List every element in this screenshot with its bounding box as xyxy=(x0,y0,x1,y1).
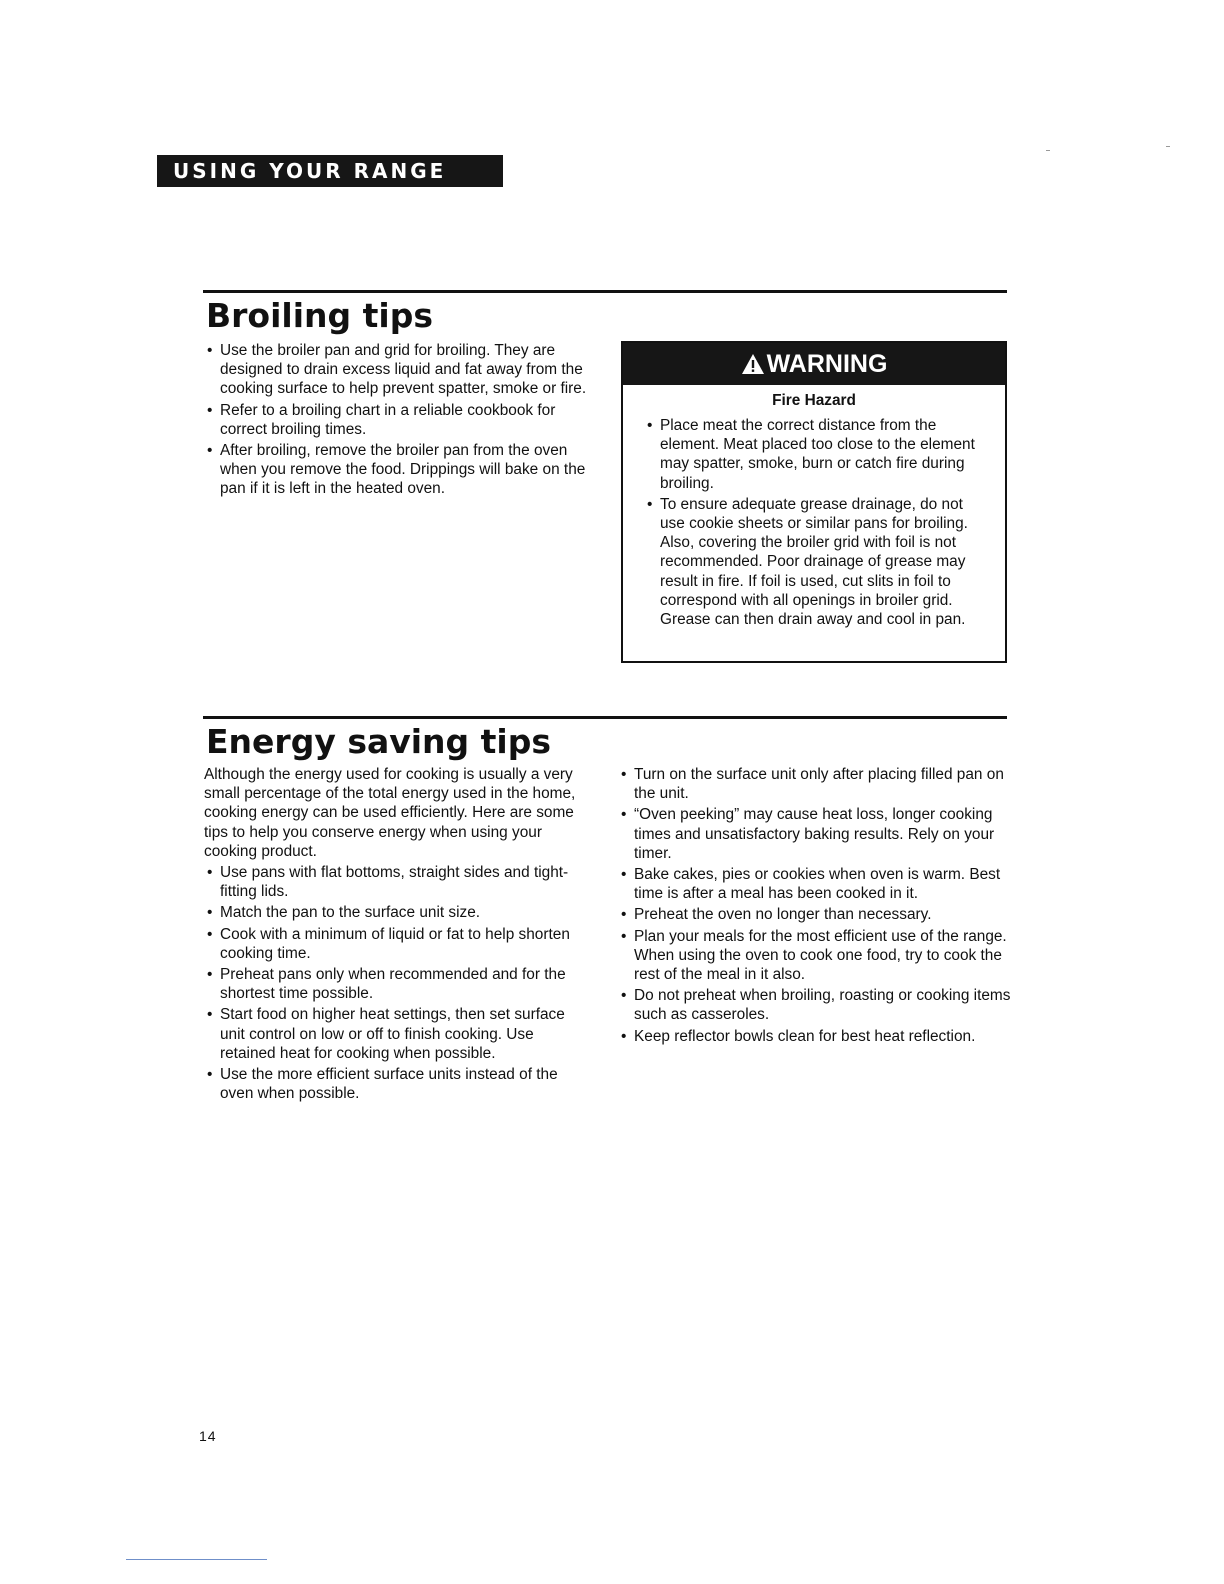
fire-hazard-subtitle: Fire Hazard xyxy=(772,392,856,409)
list-item: • Plan your meals for the most efficient use of the range. When using the oven to cook one food, try to cook the rest of the meal in it also. xyxy=(621,927,1011,985)
broiling-top-rule xyxy=(203,290,1007,293)
list-item: • Do not preheat when broiling, roasting or cooking items such as casseroles. xyxy=(621,986,1011,1024)
scan-speck xyxy=(1166,146,1170,147)
list-item: • Place meat the correct distance from the element. Meat placed too close to the element may spatter, smoke, burn or catch fire during broiling. xyxy=(647,416,987,493)
energy-right-list xyxy=(621,765,1011,1046)
list-item: • Bake cakes, pies or cookies when oven is warm. Best time is after a meal has been cooked in it. xyxy=(621,865,1011,903)
list-item: • Turn on the surface unit only after placing filled pan on the unit. xyxy=(621,765,1011,803)
warning-box xyxy=(621,341,1007,663)
energy-top-rule xyxy=(203,716,1007,719)
warning-header xyxy=(623,343,1005,385)
list-item: • Refer to a broiling chart in a reliable cookbook for correct broiling times. xyxy=(207,401,589,439)
broiling-tips-column xyxy=(207,341,589,501)
list-item: • Keep reflector bowls clean for best heat reflection. xyxy=(621,1027,1011,1046)
list-item: • Preheat the oven no longer than necessary. xyxy=(621,905,1011,924)
list-item: • Match the pan to the surface unit size. xyxy=(207,903,590,922)
list-item: • Cook with a minimum of liquid or fat to help shorten cooking time. xyxy=(207,925,590,963)
broiling-tips-list xyxy=(207,341,589,499)
warning-triangle-icon xyxy=(741,353,767,375)
list-item: • Start food on higher heat settings, then set surface unit control on low or off to finish cooking. Use retained heat for cooking when possible. xyxy=(207,1005,590,1063)
broiling-tips-title: Broiling tips xyxy=(206,296,433,335)
list-item: • Use the more efficient surface units instead of the oven when possible. xyxy=(207,1065,590,1103)
warning-label: WARNING xyxy=(766,349,888,378)
energy-right-column xyxy=(621,765,1011,1048)
warning-list xyxy=(623,416,1005,629)
bottom-underline xyxy=(126,1559,267,1560)
scan-speck xyxy=(1046,150,1050,151)
list-item: • Use the broiler pan and grid for broiling. They are designed to drain excess liquid and fat away from the cooking surface to help prevent spatter, smoke or fire. xyxy=(207,341,589,399)
list-item: • After broiling, remove the broiler pan from the oven when you remove the food. Drippings will bake on the pan if it is left in the heated oven. xyxy=(207,441,589,499)
energy-intro-paragraph: Although the energy used for cooking is usually a very small percentage of the total energy used in the home, cooking energy can be used efficiently. Here are some tips to help you conserve energy when using your cooking product. xyxy=(204,766,576,860)
energy-saving-tips-title: Energy saving tips xyxy=(206,722,552,761)
list-item: • Use pans with flat bottoms, straight sides and tight-fitting lids. xyxy=(207,863,590,901)
page-number: 14 xyxy=(199,1428,217,1444)
list-item: • Preheat pans only when recommended and for the shortest time possible. xyxy=(207,965,590,1003)
section-header-banner: USING YOUR RANGE xyxy=(157,155,503,187)
energy-left-column xyxy=(204,765,590,1105)
energy-left-list xyxy=(204,863,590,1103)
list-item: • “Oven peeking” may cause heat loss, longer cooking times and unsatisfactory baking results. Rely on your timer. xyxy=(621,805,1011,863)
list-item: • To ensure adequate grease drainage, do not use cookie sheets or similar pans for broiling. Also, covering the broiler grid with foil is not recommended. Poor drainage of grease may result in fire. If foil is used, cut slits in foil to correspond with all openings in broiler grid. Grease can then drain away and cool in pan. xyxy=(647,495,987,629)
